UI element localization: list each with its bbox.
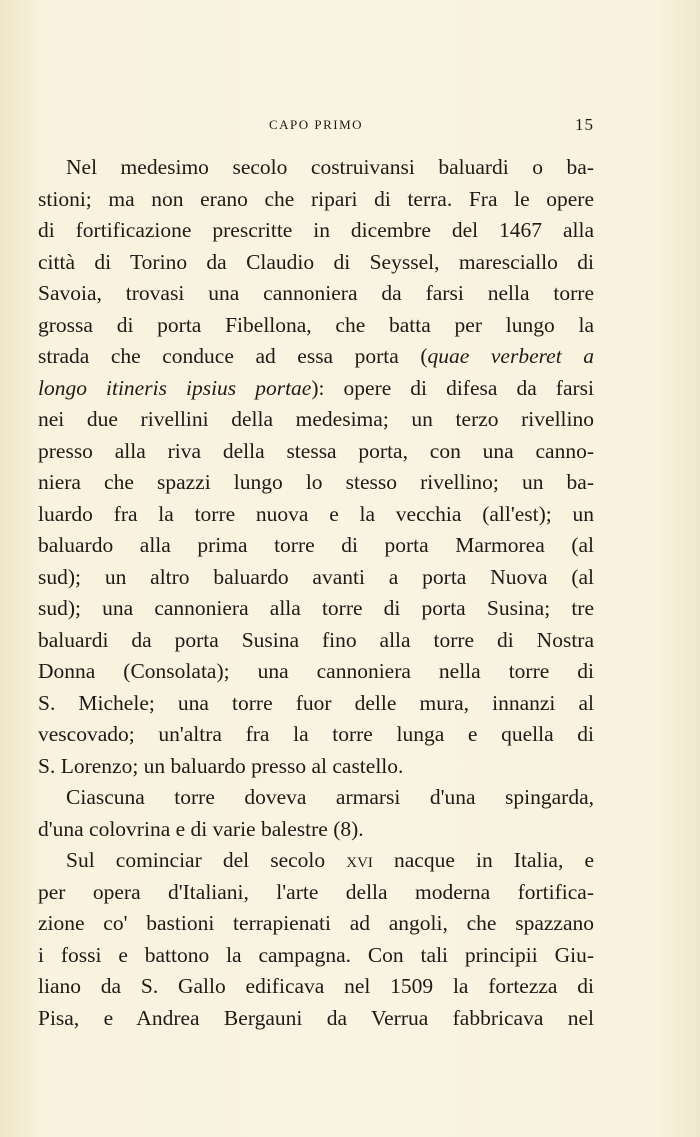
running-head bbox=[38, 117, 594, 137]
text-line bbox=[38, 845, 594, 877]
text-line: nei due rivellini della medesima; un terzo rivellino bbox=[38, 407, 594, 431]
body-text bbox=[38, 152, 594, 1034]
text-line: liano da S. Gallo edificava nel 1509 la fortezza di bbox=[38, 974, 594, 998]
text-line: i fossi e battono la campagna. Con tali principii Giu- bbox=[38, 942, 594, 967]
text-line: Nel medesimo secolo costruivansi baluardi o ba- bbox=[66, 155, 594, 179]
text-fragment: strada che conduce ad essa porta ( bbox=[38, 344, 428, 368]
text-line: Donna (Consolata); una cannoniera nella torre di bbox=[38, 659, 594, 683]
text-line: stioni; ma non erano che ripari di terra. Fra le opere bbox=[38, 186, 594, 211]
text-line: baluardi da porta Susina fino alla torre di Nostra bbox=[38, 627, 594, 652]
text-line: baluardo alla prima torre di porta Marmorea (al bbox=[38, 533, 594, 557]
text-line: vescovado; un'altra fra la torre lunga e quella di bbox=[38, 722, 594, 746]
text-line: S. Lorenzo; un baluardo presso al castello. bbox=[38, 753, 404, 778]
text-fragment: Sul cominciar del secolo bbox=[66, 848, 347, 872]
latin-quote: quae verberet a bbox=[427, 344, 594, 368]
text-line: per opera d'Italiani, l'arte della moderna fortifica- bbox=[38, 879, 594, 904]
text-line: di fortificazione prescritte in dicembre del 1467 alla bbox=[38, 218, 594, 242]
text-fragment: nacque in Italia, e bbox=[372, 848, 594, 872]
text-line: Pisa, e Andrea Bergauni da Verrua fabbricava nel bbox=[38, 1005, 594, 1030]
latin-quote: longo itineris ipsius portae bbox=[38, 375, 312, 400]
text-line: sud); un altro baluardo avanti a porta Nuova (al bbox=[38, 564, 594, 589]
page-number: 15 bbox=[575, 115, 594, 134]
text-line: luardo fra la torre nuova e la vecchia (all'est); un bbox=[38, 501, 594, 526]
text-line: città di Torino da Claudio di Seyssel, maresciallo di bbox=[38, 249, 594, 274]
text-line: presso alla riva della stessa porta, con una canno- bbox=[38, 438, 594, 463]
text-line bbox=[38, 341, 594, 373]
text-fragment: ): opere di difesa da farsi bbox=[311, 375, 594, 400]
text-line: d'una colovrina e di varie balestre (8). bbox=[38, 816, 364, 841]
text-line: grossa di porta Fibellona, che batta per lungo la bbox=[38, 312, 594, 337]
text-line: Savoia, trovasi una cannoniera da farsi nella torre bbox=[38, 281, 594, 305]
text-line: sud); una cannoniera alla torre di porta Susina; tre bbox=[38, 596, 594, 620]
text-line: Ciascuna torre doveva armarsi d'una spingarda, bbox=[66, 785, 594, 809]
roman-numeral: xvi bbox=[346, 848, 373, 872]
text-line bbox=[38, 373, 594, 405]
text-line: S. Michele; una torre fuor delle mura, innanzi al bbox=[38, 690, 594, 715]
text-line: zione co' bastioni terrapienati ad angoli, che spazzano bbox=[38, 911, 594, 935]
text-line: niera che spazzi lungo lo stesso rivellino; un ba- bbox=[38, 470, 594, 494]
running-title: CAPO PRIMO bbox=[268, 117, 364, 132]
